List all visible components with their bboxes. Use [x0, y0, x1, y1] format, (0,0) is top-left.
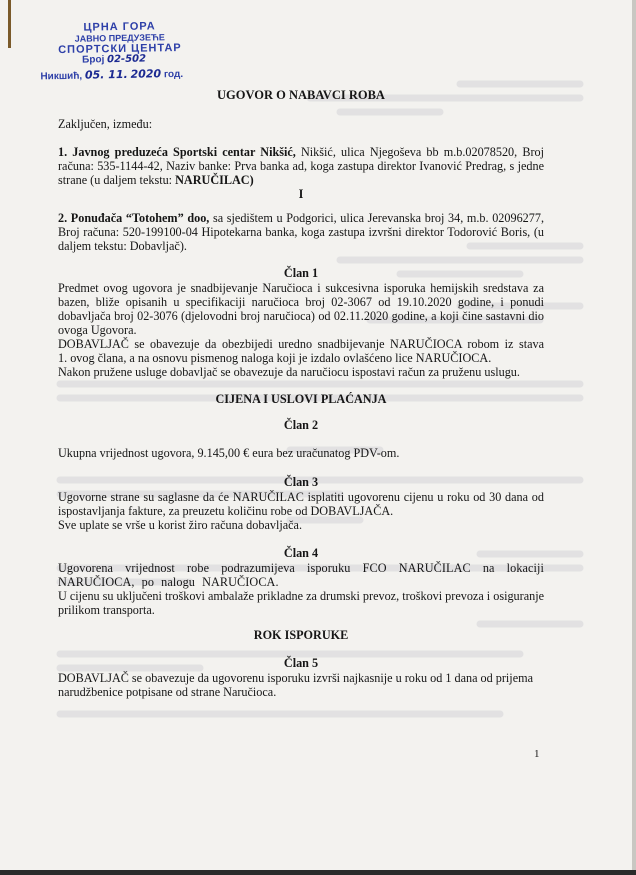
article-3-paragraph-2: Sve uplate se vrše u korist žiro računa dobavljača. — [58, 518, 302, 532]
article-4-paragraph-2: U cijenu su uključeni troškovi ambalaže prikladne za drumski prevoz, troškovi prevoza i osiguranje prilikom transporta. — [58, 589, 545, 617]
stamp-number-value: 02-502 — [107, 53, 147, 66]
stamp-year-label: год. — [163, 68, 184, 81]
scan-bottom-border — [0, 870, 636, 875]
stamp-date-row — [40, 66, 212, 82]
stamp-year-value: 2020 — [130, 67, 162, 81]
article-4-paragraph-1: Ugovorena vrijednost robe podrazumijeva isporuku FCO NARUČILAC na lokaciji NARUČIOCA, po nalogu NARUČIOCA. — [58, 561, 544, 589]
section-delivery-heading: ROK ISPORUKE — [253, 628, 349, 642]
registration-stamp — [39, 21, 200, 84]
article-3-heading: Član 3 — [283, 475, 319, 489]
article-1-paragraph-3: Nakon pružene usluge dobavljač se obavezuje da naručiocu ispostavi račun za pruženu uslugu. — [58, 365, 520, 379]
party-two-details: sa sjedištem u Podgorici, ulica Jerevanska broj 34, m.b. 02096277, Broj računa: 520-199100-04 Hipotekarna banka, koga zastupa izvršni direktor Todorović Boris, (u daljem tekstu: Dobavljač). — [58, 211, 544, 253]
stamp-place-label: Никшић, — [40, 70, 83, 83]
stamp-enterprise: ЈАВНО ПРЕДУЗЕЋЕ — [74, 32, 165, 44]
staple-mark — [8, 0, 11, 48]
article-3-paragraph-1: Ugovorne strane su saglasne da će NARUČILAC isplatiti ugovorenu cijenu u roku od 30 dana od ispostavljanja fakture, za preuzetu količinu robe od DOBAVLJAČA. — [58, 490, 544, 518]
article-1-paragraph-2b: 1. ovog člana, a na osnovu pismenog naloga koji je izdalo ovlašćeno lice NARUČIOCA. — [58, 351, 492, 365]
party-one-details: Nikšić, ulica Njegoševa bb m.b.02078520, Broj računa: 535-1144-42, Naziv banke: Prva banka ad, koga zastupa direktor Ivanović Predrag, s jedne strane (u daljem tekstu: — [58, 145, 545, 187]
article-5-heading: Član 5 — [283, 656, 319, 670]
article-2-paragraph-1: Ukupna vrijednost ugovora, 9.145,00 € eura bez uračunatog PDV-om. — [58, 446, 400, 460]
stamp-number-label: Број — [82, 54, 105, 66]
party-one-role: NARUČILAC) — [175, 173, 254, 187]
article-2-heading: Član 2 — [283, 418, 319, 432]
article-5-paragraph-1: DOBAVLJAČ se obavezuje da ugovorenu isporuku izvrši najkasnije u roku od 1 dana od prijema narudžbenice potpisane od strane Naručioca. — [58, 671, 533, 699]
stamp-country: ЦРНА ГОРА — [83, 20, 156, 34]
article-1-heading: Član 1 — [283, 266, 319, 280]
concluded-between: Zaključen, između: — [58, 117, 153, 131]
page-number: 1 — [534, 748, 540, 760]
document-title: UGOVOR O NABAVCI ROBA — [217, 88, 385, 102]
party-one-name: 1. Javnog preduzeća Sportski centar Nikšić, — [58, 145, 296, 159]
party-two — [58, 211, 544, 253]
page-edge-shadow — [632, 0, 636, 875]
article-1-paragraph-1: Predmet ovog ugovora je snadbijevanje Naručioca i sukcesivna isporuka hemijskih sredstava za bazen, bliže opisanih u specifikaciji naručioca broj 02-3067 od 19.10.2020 godine, i ponudi dobavljača broj 02-3076 (djelovodni broj naručioca) od 02.11.2020 godine, a koji čine sastavni dio ovoga Ugovora. — [58, 281, 544, 337]
party-one — [58, 145, 544, 187]
stamp-center: СПОРТСКИ ЦЕНТАР — [58, 41, 182, 57]
party-two-name: 2. Ponuđača “Totohem” doo, — [58, 211, 210, 225]
section-price-heading: CIJENA I USLOVI PLAĆANJA — [215, 392, 387, 406]
article-1-paragraph-2a: DOBAVLJAČ se obavezuje da obezbijedi uredno snadbijevanje NARUČIOCA robom iz stava — [58, 337, 544, 351]
stamp-number-row — [82, 54, 146, 66]
article-4-heading: Član 4 — [283, 546, 319, 560]
stamp-date-value: 05. 11. — [84, 67, 128, 82]
party-separator: I — [298, 187, 304, 201]
